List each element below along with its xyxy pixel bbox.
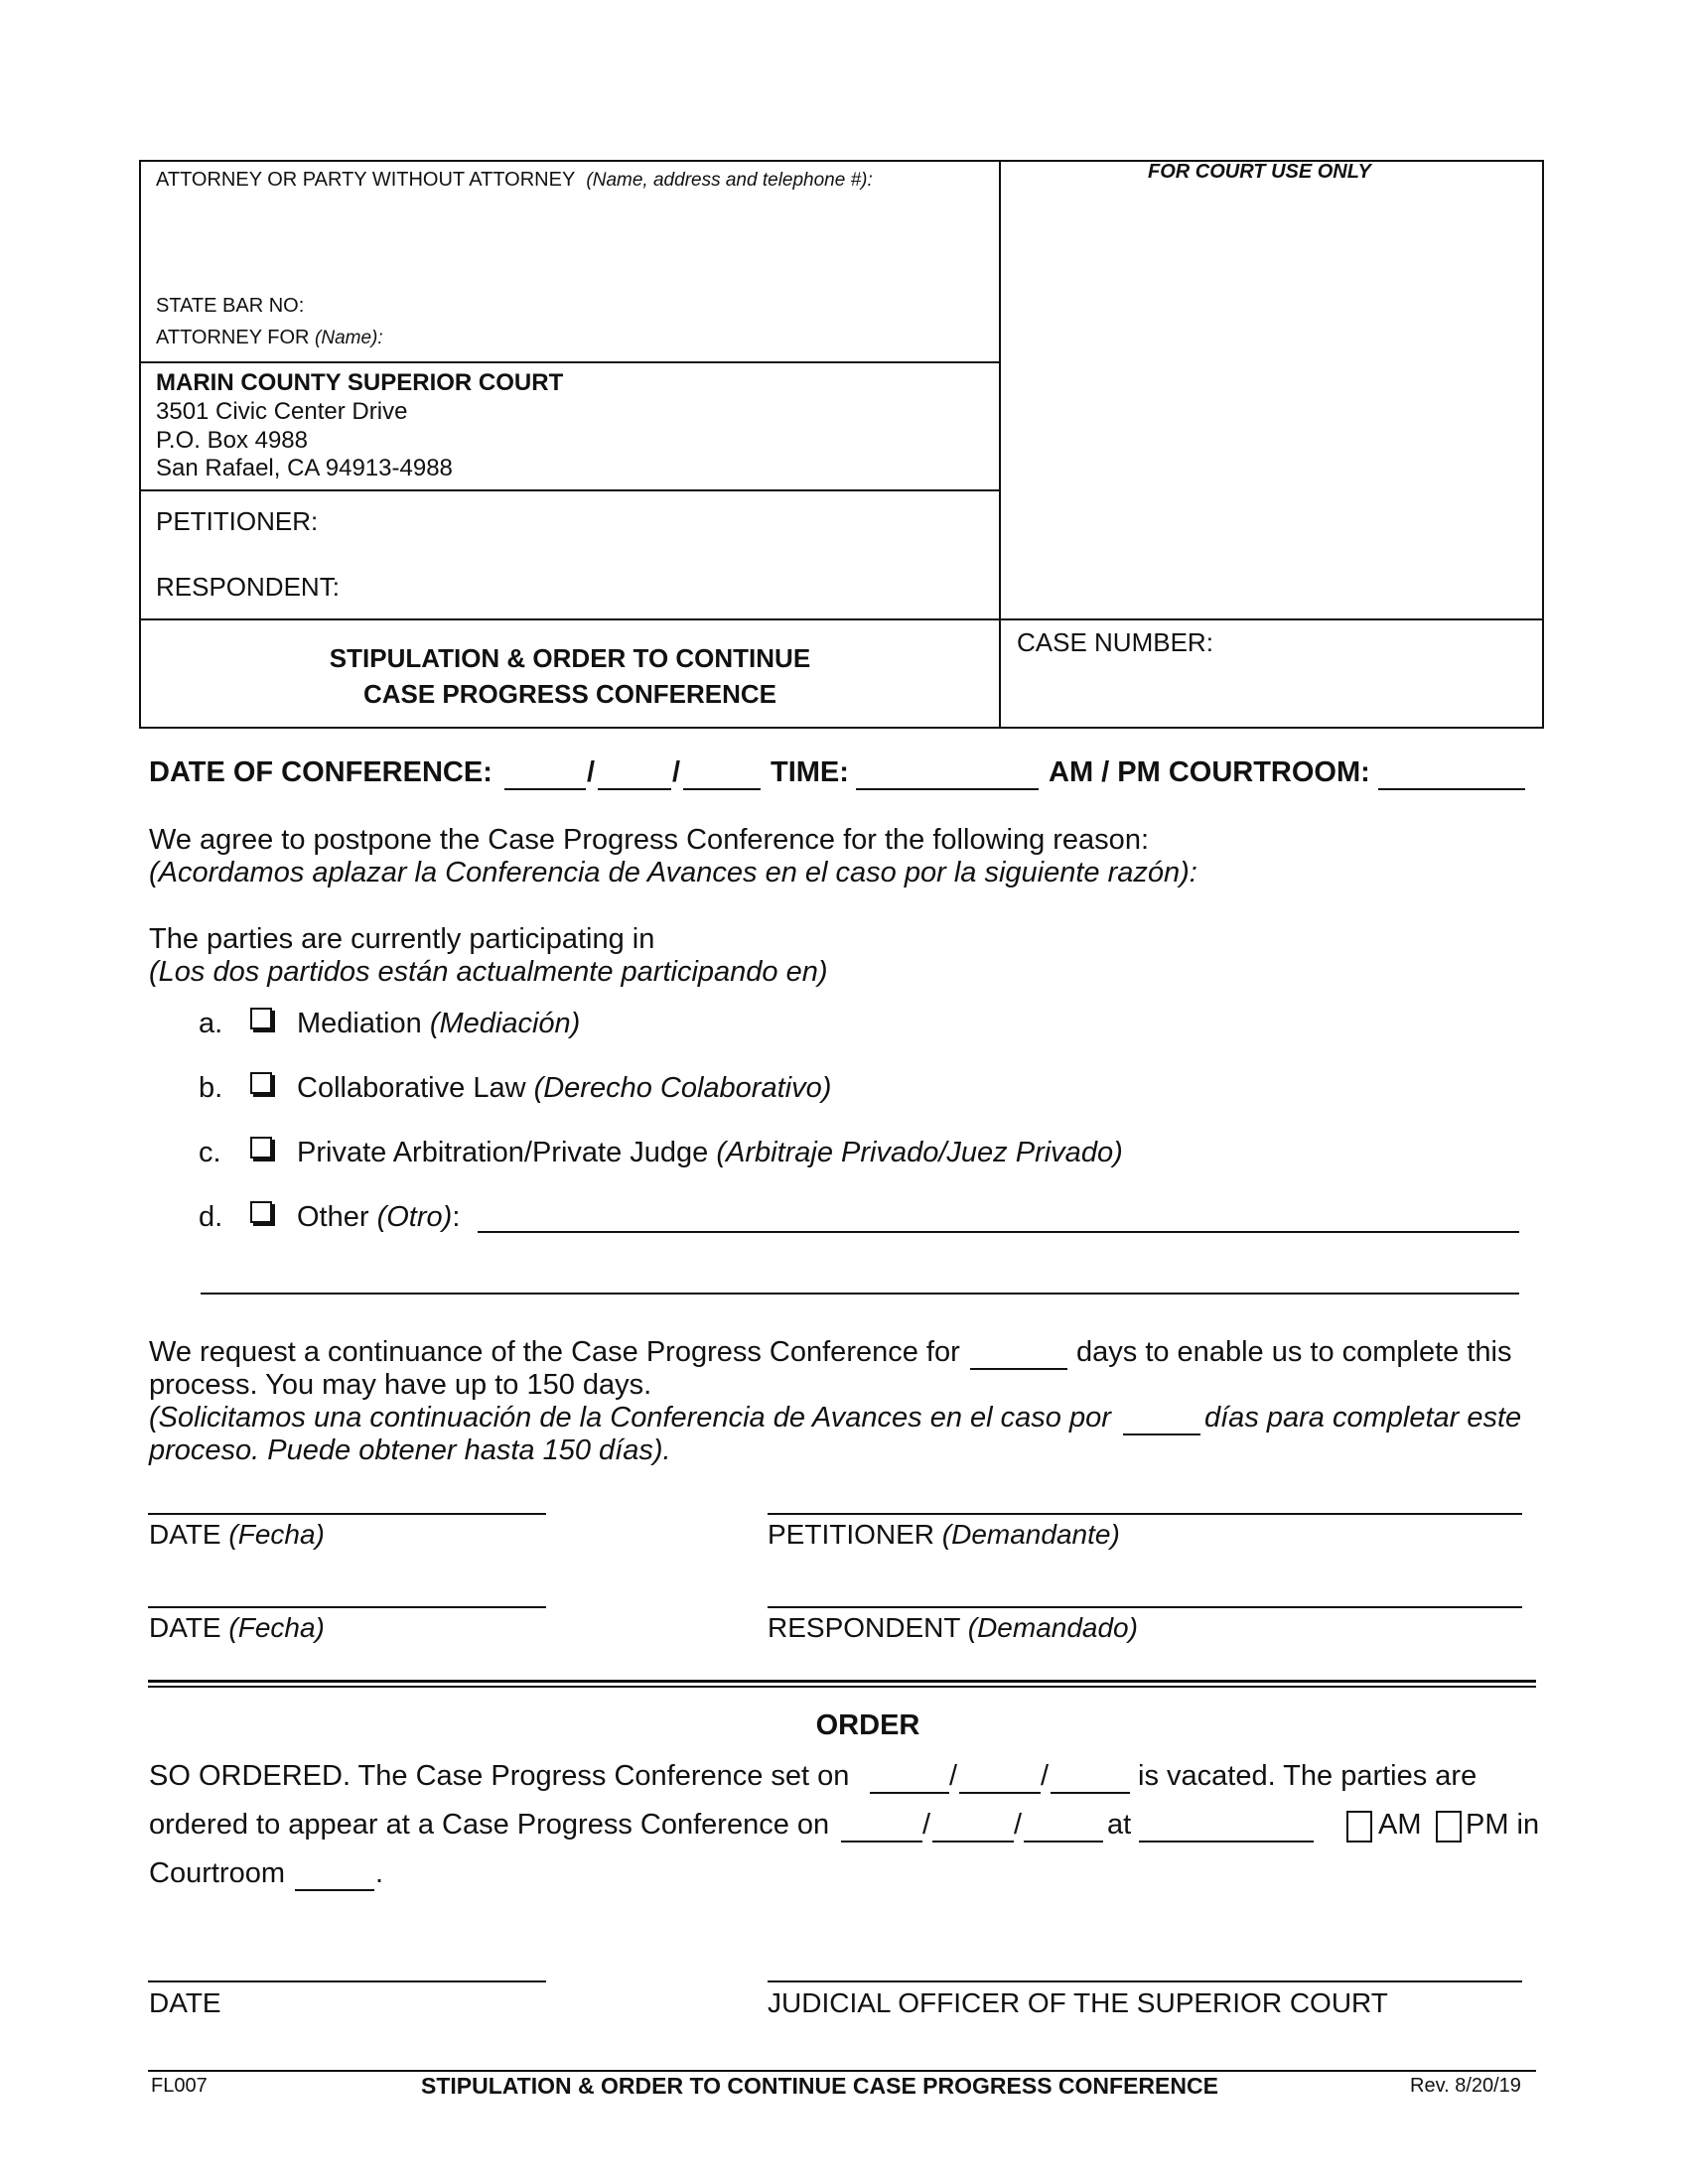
- option-mediation: Mediation (Mediación): [297, 1008, 581, 1039]
- parties-participating-spanish: (Los dos partidos están actualmente participando en): [149, 956, 828, 988]
- section-divider: [148, 1686, 1536, 1688]
- continuance-days-field-spanish[interactable]: [1123, 1404, 1200, 1435]
- conference-year-field[interactable]: [683, 760, 761, 790]
- caption-divider-vertical: [999, 160, 1001, 729]
- other-reason-field[interactable]: [478, 1201, 1519, 1233]
- vacated-text: is vacated. The parties are: [1138, 1760, 1477, 1792]
- collaborative-law-checkbox[interactable]: [250, 1072, 272, 1094]
- parties-participating: The parties are currently participating in: [149, 923, 655, 955]
- section-divider: [148, 1680, 1536, 1683]
- option-letter: a.: [199, 1008, 223, 1039]
- reason-intro-spanish: (Acordamos aplazar la Conferencia de Avances en el caso por la siguiente razón):: [149, 857, 1197, 888]
- vacated-day-field[interactable]: [959, 1762, 1041, 1794]
- date-separator: /: [672, 756, 681, 788]
- date-signature-line[interactable]: [148, 1513, 546, 1515]
- date-signature-line[interactable]: [148, 1606, 546, 1608]
- court-use-label: FOR COURT USE ONLY: [1148, 161, 1371, 183]
- time-label: TIME:: [771, 756, 849, 788]
- pm-checkbox[interactable]: [1436, 1811, 1462, 1843]
- petitioner-label: PETITIONER:: [156, 506, 319, 536]
- caption-divider: [139, 618, 1544, 620]
- mediation-checkbox[interactable]: [250, 1008, 272, 1029]
- option-letter: d.: [199, 1201, 223, 1233]
- request-text-a: We request a continuance of the Case Progress Conference for: [149, 1336, 960, 1368]
- new-conference-time-field[interactable]: [1139, 1811, 1314, 1843]
- option-letter: b.: [199, 1072, 223, 1104]
- order-date-line[interactable]: [148, 1980, 546, 1982]
- conference-time-field[interactable]: [856, 760, 1039, 790]
- petitioner-signature-line[interactable]: [768, 1513, 1522, 1515]
- at-text: at: [1107, 1809, 1132, 1841]
- request-text-limit: process. You may have up to 150 days.: [149, 1369, 652, 1401]
- date-separator: /: [922, 1809, 931, 1841]
- form-title: STIPULATION & ORDER TO CONTINUE CASE PROGRESS CONFERENCE: [329, 643, 811, 709]
- option-letter: c.: [199, 1137, 221, 1168]
- order-date-label: DATE: [149, 1987, 221, 2018]
- conference-month-field[interactable]: [504, 760, 586, 790]
- date-of-conference-label: DATE OF CONFERENCE:: [149, 756, 492, 788]
- conference-courtroom-field[interactable]: [1378, 760, 1525, 790]
- option-collaborative-law: Collaborative Law (Derecho Colaborativo): [297, 1072, 832, 1104]
- order-heading: ORDER: [815, 1709, 920, 1741]
- respondent-signature-label: RESPONDENT (Demandado): [768, 1612, 1138, 1643]
- so-ordered-text: SO ORDERED. The Case Progress Conference set on: [149, 1760, 850, 1792]
- petitioner-signature-label: PETITIONER (Demandante): [768, 1519, 1120, 1550]
- pm-label: PM in: [1466, 1809, 1540, 1841]
- ampm-courtroom-label: AM / PM COURTROOM:: [1049, 756, 1370, 788]
- courtroom-period: .: [375, 1857, 384, 1889]
- courtroom-label: Courtroom: [149, 1857, 285, 1889]
- respondent-signature-line[interactable]: [768, 1606, 1522, 1608]
- private-arbitration-checkbox[interactable]: [250, 1137, 272, 1159]
- footer-rule: [148, 2070, 1536, 2072]
- new-conference-year-field[interactable]: [1024, 1811, 1103, 1843]
- form-id: FL007: [151, 2075, 208, 2097]
- continuance-days-field[interactable]: [970, 1338, 1067, 1370]
- date-separator: /: [949, 1760, 958, 1792]
- judicial-officer-label: JUDICIAL OFFICER OF THE SUPERIOR COURT: [768, 1987, 1388, 2018]
- date-separator: /: [1014, 1809, 1023, 1841]
- request-text-spanish-a: (Solicitamos una continuación de la Conferencia de Avances en el caso por: [149, 1402, 1111, 1433]
- request-text-b: days to enable us to complete this: [1076, 1336, 1512, 1368]
- court-address-line: 3501 Civic Center Drive: [156, 398, 408, 425]
- conference-day-field[interactable]: [598, 760, 671, 790]
- request-text-spanish-b: días para completar este: [1204, 1402, 1522, 1433]
- new-conference-day-field[interactable]: [932, 1811, 1014, 1843]
- request-text-spanish-limit: proceso. Puede obtener hasta 150 días).: [149, 1434, 671, 1466]
- am-checkbox[interactable]: [1346, 1811, 1372, 1843]
- date-separator: /: [587, 756, 596, 788]
- judicial-officer-signature-line[interactable]: [768, 1980, 1522, 1982]
- date-label: DATE (Fecha): [149, 1612, 325, 1643]
- vacated-month-field[interactable]: [870, 1762, 949, 1794]
- attorney-label: ATTORNEY OR PARTY WITHOUT ATTORNEY (Name, address and telephone #):: [156, 169, 873, 191]
- state-bar-label: STATE BAR NO:: [156, 295, 305, 317]
- new-courtroom-field[interactable]: [295, 1859, 374, 1891]
- revision-date: Rev. 8/20/19: [1410, 2075, 1521, 2097]
- option-other: Other (Otro):: [297, 1201, 461, 1233]
- court-name: MARIN COUNTY SUPERIOR COURT: [156, 369, 564, 396]
- vacated-year-field[interactable]: [1051, 1762, 1130, 1794]
- caption-divider: [139, 489, 1001, 491]
- attorney-for-label: ATTORNEY FOR (Name):: [156, 327, 383, 348]
- caption-divider: [139, 361, 1001, 363]
- respondent-label: RESPONDENT:: [156, 572, 340, 602]
- date-label: DATE (Fecha): [149, 1519, 325, 1550]
- new-conference-month-field[interactable]: [841, 1811, 922, 1843]
- court-address-line: P.O. Box 4988: [156, 427, 308, 454]
- footer-title: STIPULATION & ORDER TO CONTINUE CASE PROGRESS CONFERENCE: [421, 2073, 1218, 2099]
- option-private-arbitration: Private Arbitration/Private Judge (Arbitraje Privado/Juez Privado): [297, 1137, 1123, 1168]
- other-checkbox[interactable]: [250, 1201, 272, 1223]
- case-number-label: CASE NUMBER:: [1017, 627, 1213, 657]
- court-address-line: San Rafael, CA 94913-4988: [156, 455, 453, 481]
- reason-intro: We agree to postpone the Case Progress Conference for the following reason:: [149, 824, 1149, 856]
- other-reason-field-continued[interactable]: [201, 1263, 1519, 1295]
- am-label: AM: [1378, 1809, 1422, 1841]
- date-separator: /: [1041, 1760, 1050, 1792]
- ordered-appear-text: ordered to appear at a Case Progress Conference on: [149, 1809, 830, 1841]
